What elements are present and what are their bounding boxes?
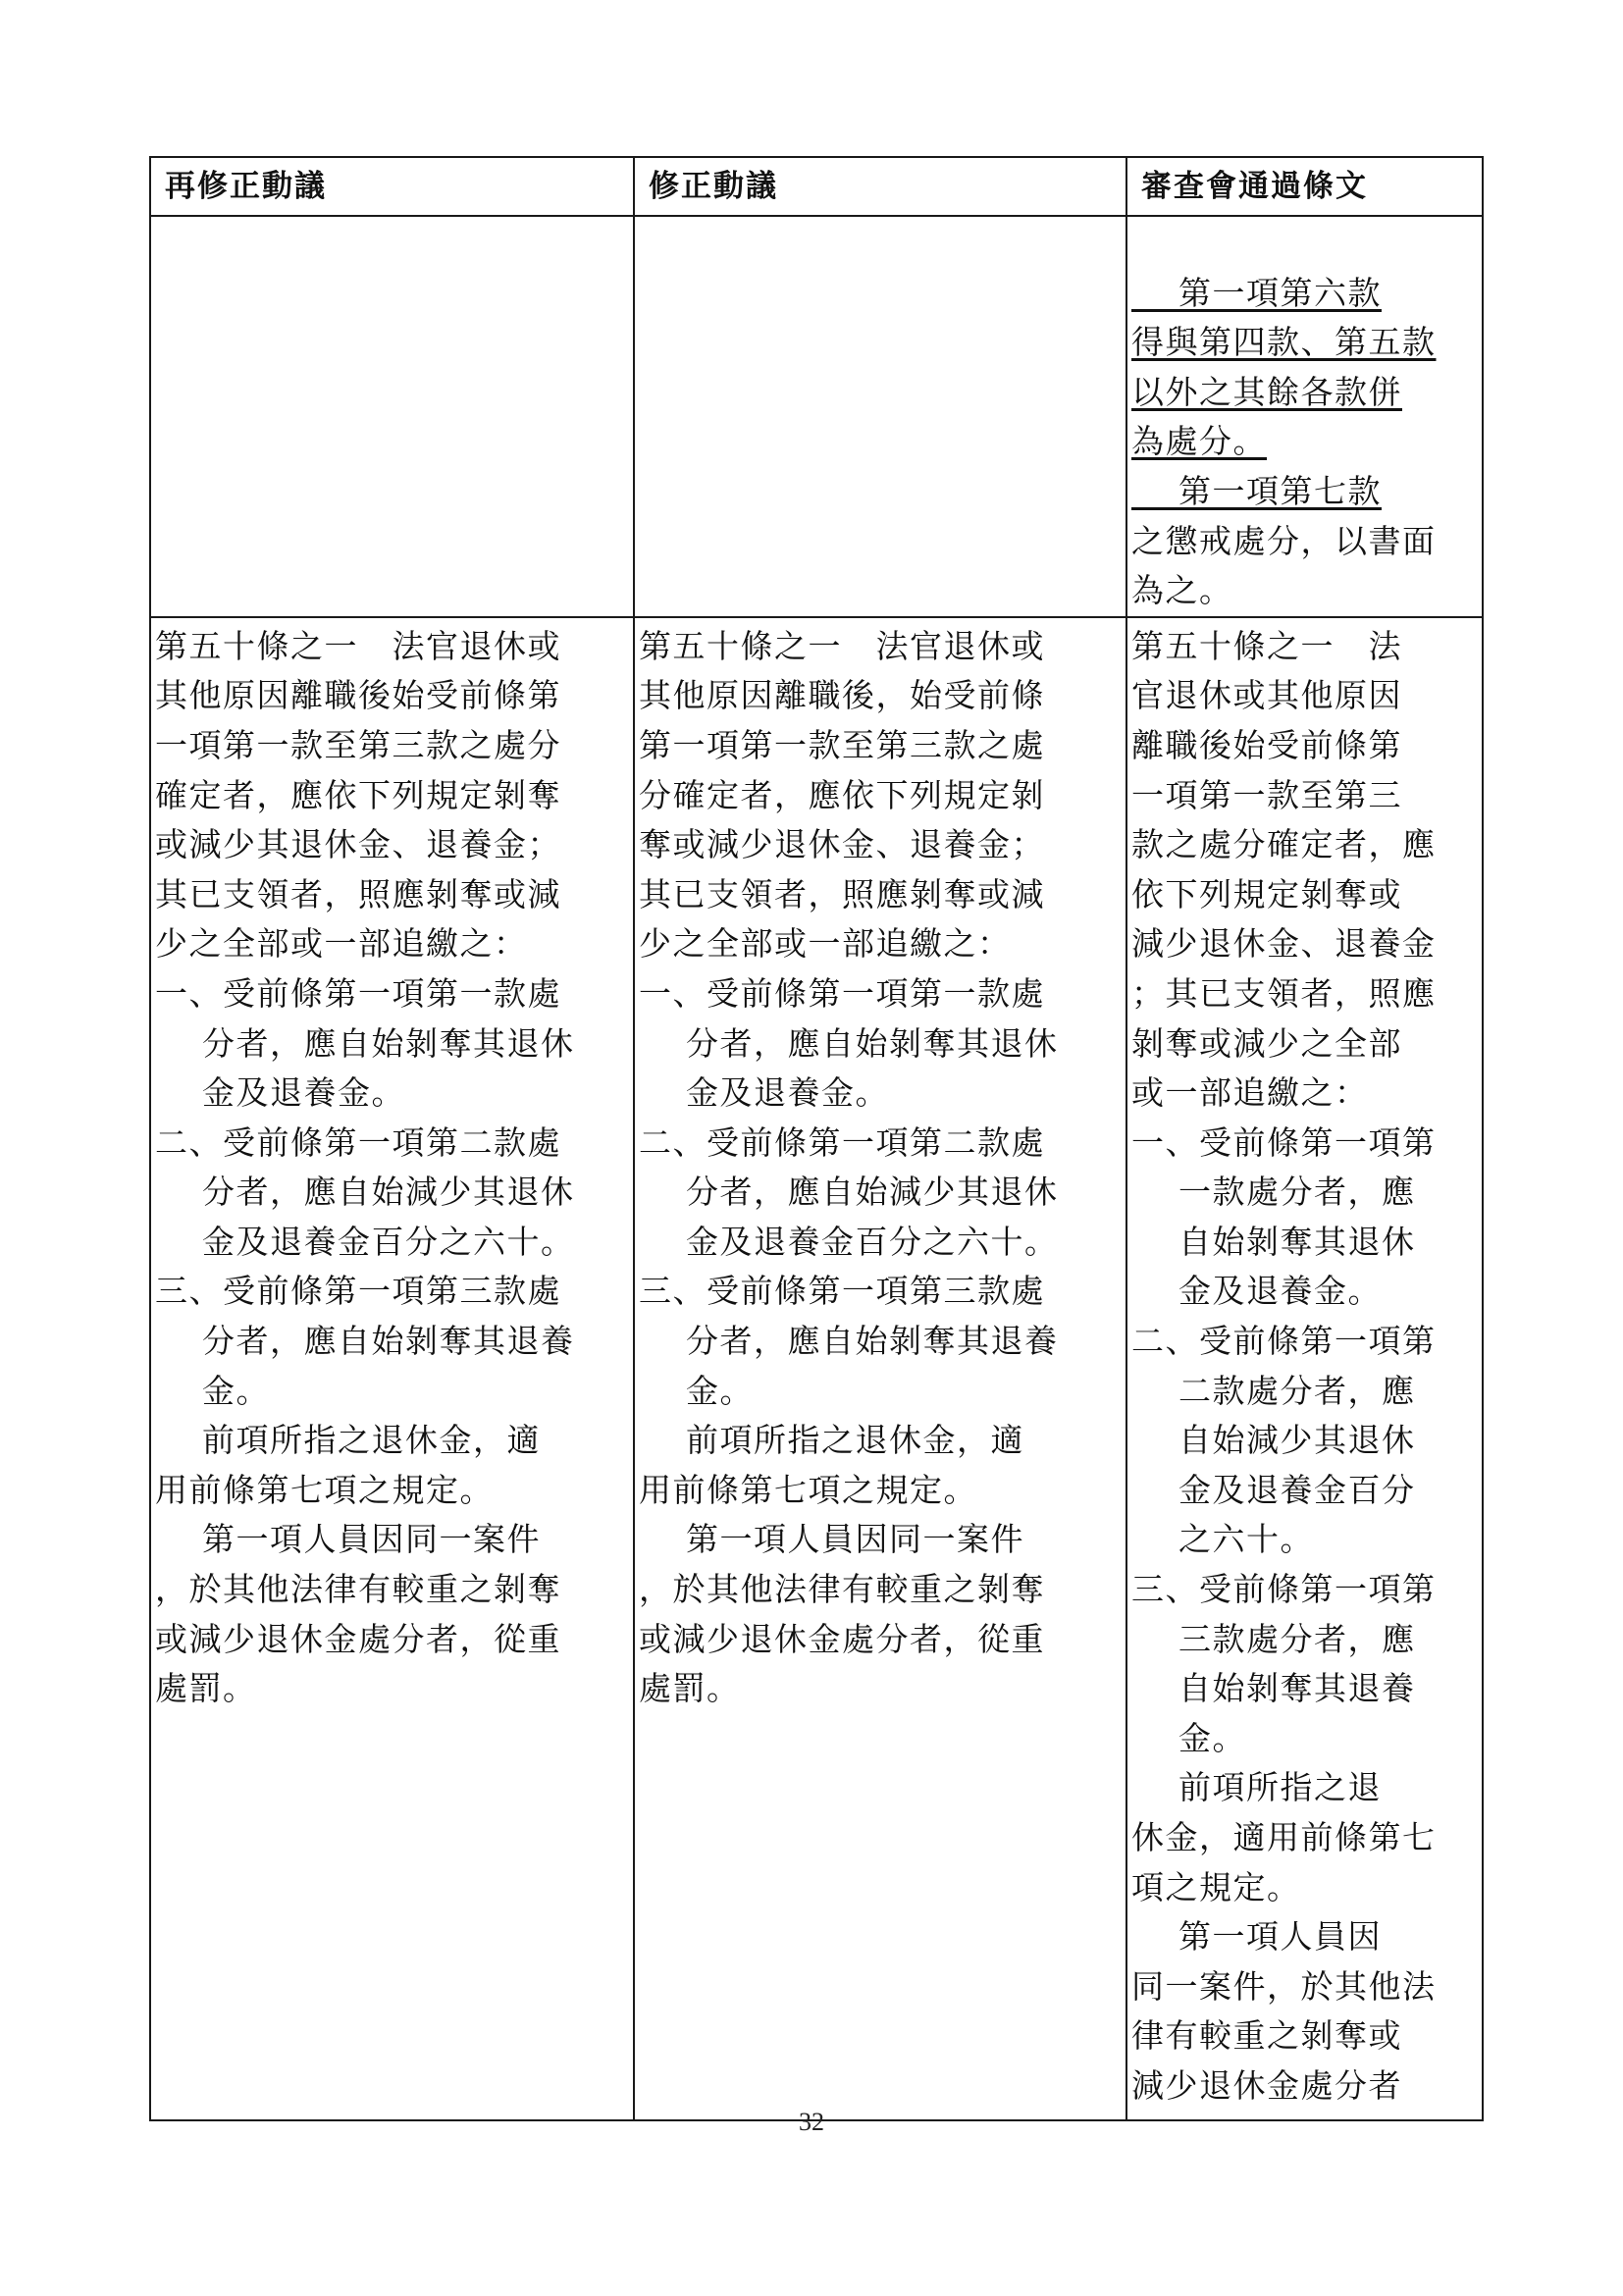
text-line: ，於其他法律有較重之剝奪 (639, 1570, 1045, 1609)
text-line: 處罰。 (155, 1669, 257, 1708)
text-line: 分者，應自始剝奪其退養 (639, 1322, 1059, 1361)
text-line: 金及退養金百分之六十。 (155, 1222, 575, 1261)
text-line: 二、受前條第一項第 (1131, 1322, 1437, 1361)
text-line: 或一部追繳之： (1131, 1073, 1369, 1113)
text-line: 一、受前條第一項第 (1131, 1122, 1437, 1162)
text-line: 前項所指之退休金，適 (155, 1421, 541, 1460)
text-line: 離職後始受前條第 (1131, 725, 1402, 764)
text-line: 奪或減少退休金、退養金； (639, 825, 1045, 864)
text-line: 用前條第七項之規定。 (155, 1470, 494, 1509)
text-line: 之懲戒處分，以書面 (1131, 521, 1437, 560)
text-line: 二、受前條第一項第二款處 (155, 1122, 561, 1162)
text-line: 處罰。 (639, 1669, 741, 1708)
text-line: 三、受前條第一項第三款處 (639, 1272, 1045, 1311)
text-line: 金及退養金百分之六十。 (639, 1222, 1059, 1261)
text-line: 第五十條之一 法 (1131, 626, 1402, 665)
text-line: 項之規定。 (1131, 1867, 1301, 1906)
text-line: 二款處分者，應 (1131, 1371, 1416, 1410)
text-line: 一款處分者，應 (1131, 1173, 1416, 1212)
table-header-row (150, 157, 1483, 216)
text-line: 第一項人員因同一案件 (639, 1520, 1024, 1559)
text-line: 金。 (639, 1371, 754, 1410)
text-line: 自始減少其退休 (1131, 1421, 1416, 1460)
header-cell: 修正動議 (634, 157, 1126, 216)
text-line: 一、受前條第一項第一款處 (639, 973, 1045, 1013)
text-line: 三、受前條第一項第三款處 (155, 1272, 561, 1311)
cell-text-block (1131, 217, 1478, 616)
text-line: 其他原因離職後，始受前條 (639, 676, 1045, 715)
page-number: 32 (799, 2108, 824, 2136)
text-line: 金。 (155, 1371, 270, 1410)
text-line: 自始剝奪其退養 (1131, 1669, 1416, 1708)
text-line: 或減少其退休金、退養金； (155, 825, 561, 864)
text-line: 律有較重之剝奪或 (1131, 2016, 1402, 2056)
cell-amendment-empty (634, 216, 1126, 617)
text-line: 官退休或其他原因 (1131, 676, 1402, 715)
text-line: 少之全部或一部追繳之： (155, 924, 528, 964)
text-line: 其已支領者，照應剝奪或減 (155, 874, 561, 913)
text-line: 分者，應自始剝奪其退休 (155, 1023, 575, 1063)
text-line: 第一項人員因 (1131, 1917, 1382, 1957)
text-line: 金。 (1131, 1718, 1246, 1757)
text-line: 或減少退休金處分者，從重 (155, 1619, 561, 1658)
text-line: 分者，應自始減少其退休 (639, 1173, 1059, 1212)
header-cell: 審查會通過條文 (1126, 157, 1483, 216)
text-line: 用前條第七項之規定。 (639, 1470, 977, 1509)
text-line: 款之處分確定者，應 (1131, 825, 1437, 864)
header-cell: 再修正動議 (150, 157, 634, 216)
text-line: 為處分。 (1131, 422, 1267, 461)
text-line: 第一項第一款至第三款之處 (639, 725, 1045, 764)
text-line: 前項所指之退 (1131, 1768, 1382, 1807)
text-line: 金及退養金。 (639, 1073, 889, 1113)
text-line: 為之。 (1131, 571, 1233, 610)
table-row (150, 617, 1483, 2120)
text-line: 第一項人員因同一案件 (155, 1520, 541, 1559)
cell-text-block (155, 618, 629, 1714)
text-line: 一、受前條第一項第一款處 (155, 973, 561, 1013)
text-line: 少之全部或一部追繳之： (639, 924, 1012, 964)
cell-text-block (1131, 618, 1478, 2112)
text-line: 確定者，應依下列規定剝奪 (155, 775, 561, 814)
text-line: 得與第四款、第五款 (1131, 323, 1437, 362)
text-line: 以外之其餘各款併 (1131, 372, 1402, 411)
text-line: 分確定者，應依下列規定剝 (639, 775, 1045, 814)
text-line: 金及退養金。 (155, 1073, 405, 1113)
text-line: 第五十條之一 法官退休或 (639, 626, 1045, 665)
text-line: 第一項第七款 (1131, 471, 1382, 510)
text-line: 金及退養金。 (1131, 1272, 1382, 1311)
cell-resubmission-empty (150, 216, 634, 617)
text-line: 之六十。 (1131, 1520, 1314, 1559)
table-row (150, 216, 1483, 617)
text-line: ；其已支領者，照應 (1131, 973, 1437, 1013)
text-line: 分者，應自始剝奪其退養 (155, 1322, 575, 1361)
text-line: 減少退休金、退養金 (1131, 924, 1437, 964)
text-line: 其已支領者，照應剝奪或減 (639, 874, 1045, 913)
text-line: 一項第一款至第三款之處分 (155, 725, 561, 764)
cell-amendment-text (634, 617, 1126, 2120)
text-line: 自始剝奪其退休 (1131, 1222, 1416, 1261)
text-line: ，於其他法律有較重之剝奪 (155, 1570, 561, 1609)
text-line: 第一項第六款 (1131, 273, 1382, 312)
text-line: 二、受前條第一項第二款處 (639, 1122, 1045, 1162)
text-line: 其他原因離職後始受前條第 (155, 676, 561, 715)
text-line: 三、受前條第一項第 (1131, 1570, 1437, 1609)
text-line: 或減少退休金處分者，從重 (639, 1619, 1045, 1658)
text-line: 前項所指之退休金，適 (639, 1421, 1024, 1460)
cell-resubmission-text (150, 617, 634, 2120)
text-line: 依下列規定剝奪或 (1131, 874, 1402, 913)
cell-committee-text (1126, 216, 1483, 617)
text-line: 分者，應自始減少其退休 (155, 1173, 575, 1212)
text-line: 減少退休金處分者 (1131, 2065, 1402, 2105)
text-line: 金及退養金百分 (1131, 1470, 1416, 1509)
text-line: 一項第一款至第三 (1131, 775, 1402, 814)
cell-committee-text (1126, 617, 1483, 2120)
cell-text-block (639, 618, 1122, 1714)
text-line: 第五十條之一 法官退休或 (155, 626, 561, 665)
text-line: 同一案件，於其他法 (1131, 1966, 1437, 2006)
text-line: 分者，應自始剝奪其退休 (639, 1023, 1059, 1063)
text-line: 剝奪或減少之全部 (1131, 1023, 1402, 1063)
comparison-table (149, 156, 1484, 2121)
text-line: 休金，適用前條第七 (1131, 1818, 1437, 1856)
text-line: 三款處分者，應 (1131, 1619, 1416, 1658)
